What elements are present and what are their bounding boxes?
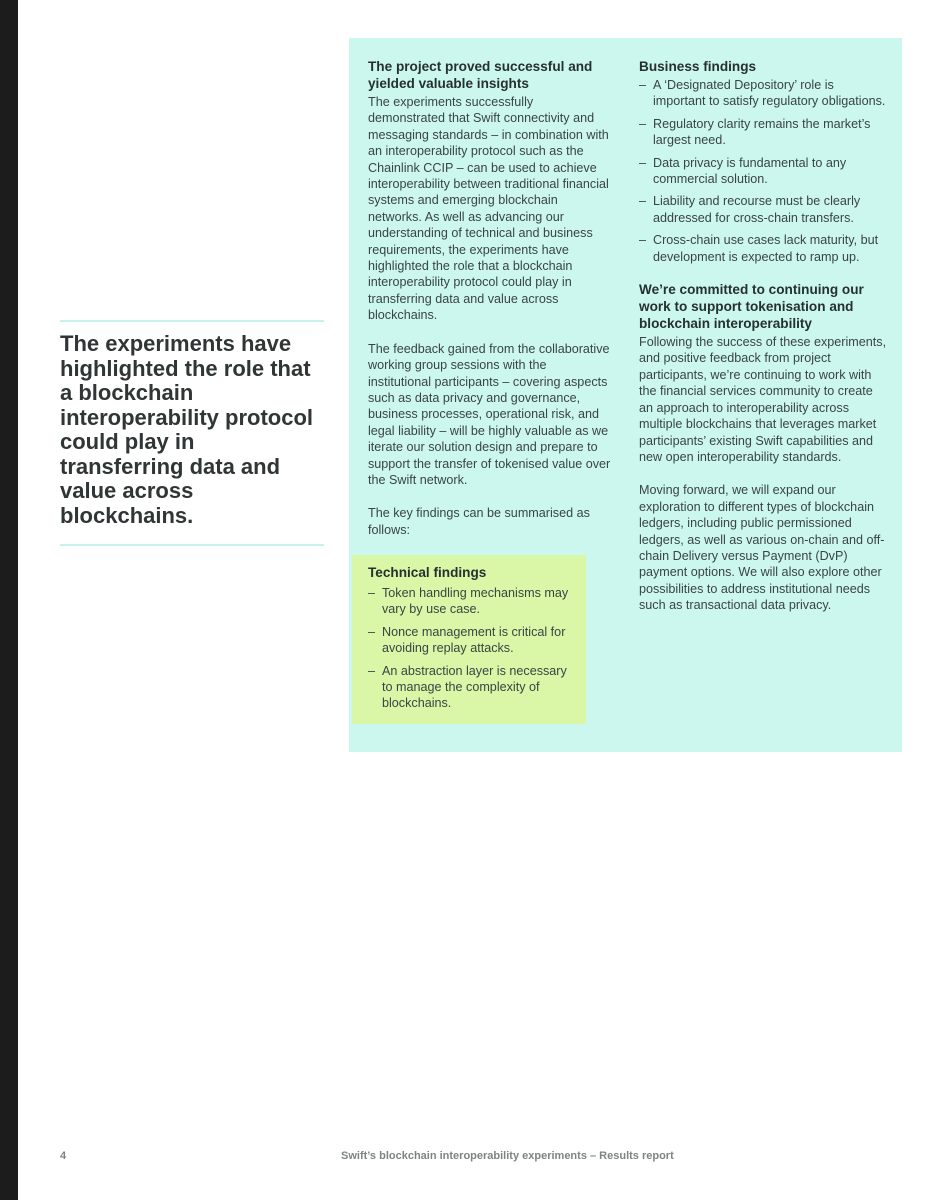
dash-bullet: – (639, 155, 647, 170)
dash-bullet: – (368, 663, 376, 678)
list-item (639, 77, 889, 110)
commitment-heading: We’re committed to continuing our work to support tokenisation and blockchain interoperability (639, 282, 864, 332)
footer-document-title: Swift’s blockchain interoperability experiments – Results report (341, 1150, 674, 1162)
business-findings-list (639, 77, 889, 265)
technical-findings-heading: Technical findings (368, 565, 487, 580)
page-edge-bar (0, 0, 18, 1200)
dash-bullet: – (368, 624, 376, 639)
dash-bullet: – (639, 116, 647, 131)
page-number: 4 (60, 1150, 67, 1162)
list-item-text: Data privacy is fundamental to any commercial solution. (653, 155, 847, 187)
paragraph-following-success: Following the success of these experiments, and positive feedback from project participants, we’re continuing to work with the financial services community to create an approach to interoperability across multiple blockchains that leverages market participants’ existing Swift capabilities and new open interoperability standards. (639, 335, 887, 464)
list-item-text: Nonce management is critical for avoiding replay attacks. (382, 624, 566, 656)
list-item (368, 585, 570, 618)
dash-bullet: – (368, 586, 376, 600)
list-item-text: A ‘Designated Depository’ role is important to satisfy regulatory obligations. (653, 78, 886, 109)
paragraph-moving-forward: Moving forward, we will expand our exploration to different types of blockchain ledgers, including public permissioned ledgers, as well as various on-chain and off-chain Delivery versus Payment (DvP) payment options. We will also explore other possibilities to address institutional needs such as transactional data privacy. (639, 483, 885, 613)
paragraph-experiments: The experiments successfully demonstrated that Swift connectivity and messaging standards – in combination with an interoperability protocol such as the Chainlink CCIP – can be used to achieve interoperability between traditional financial systems and emerging blockchain networks. As well as advancing our understanding of technical and business requirements, the experiments have highlighted the role that a blockchain interoperability protocol could play in transferring data and value across blockchains. (368, 95, 609, 323)
technical-findings-list (368, 585, 570, 712)
content-panel (349, 38, 902, 752)
pull-quote: The experiments have highlighted the role that a blockchain interoperability protocol could play in transferring data and value across blockchains. (60, 331, 314, 528)
paragraph-key-findings: The key findings can be summarised as follows: (368, 506, 590, 537)
list-item-text: Regulatory clarity remains the market’s largest need. (653, 116, 871, 148)
list-item (639, 155, 889, 188)
left-column (368, 58, 612, 555)
list-item (639, 116, 889, 149)
dash-bullet: – (639, 233, 647, 248)
list-item (639, 193, 889, 226)
list-item (639, 232, 889, 265)
pull-quote-bottom-rule (60, 544, 324, 546)
paragraph-feedback: The feedback gained from the collaborative working group sessions with the institutional participants – covering aspects such as data privacy and governance, business processes, operational risk, and legal liability – will be highly valuable as we iterate our solution design and prepare to support the transfer of tokenised value over the Swift network. (368, 341, 611, 487)
pull-quote-top-rule (60, 320, 324, 322)
list-item-text: Token handling mechanisms may vary by use case. (382, 586, 569, 617)
dash-bullet: – (639, 78, 647, 92)
list-item-text: Liability and recourse must be clearly addressed for cross-chain transfers. (653, 194, 861, 225)
right-column (639, 58, 889, 631)
dash-bullet: – (639, 194, 647, 209)
technical-findings-box (352, 555, 586, 724)
list-item-text: An abstraction layer is necessary to manage the complexity of blockchains. (382, 663, 567, 711)
project-success-heading: The project proved successful and yielded valuable insights (368, 59, 593, 91)
business-findings-heading: Business findings (639, 59, 757, 74)
list-item (368, 624, 570, 657)
list-item-text: Cross-chain use cases lack maturity, but development is expected to ramp up. (653, 233, 879, 264)
list-item (368, 663, 570, 712)
